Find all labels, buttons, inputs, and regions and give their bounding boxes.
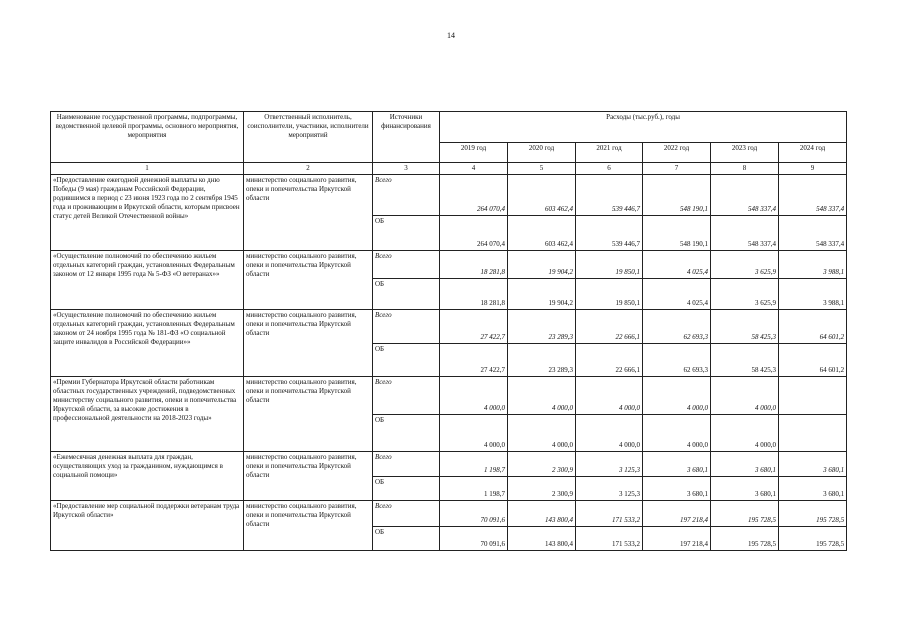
ob-value-cell: 4 025,4	[643, 279, 711, 310]
ob-value-cell: 27 422,7	[440, 344, 508, 377]
source-total-label: Всего	[373, 501, 440, 527]
program-name-cell: «Осуществление полномочий по обеспечению жильем отдельных категорий граждан, установленных Федеральным законом от 24 ноября 1995 года № 181-ФЗ «О социальной защите инвалидов в Российской Федерации»»	[51, 310, 244, 377]
table-row	[51, 175, 847, 216]
ob-value-cell: 64 601,2	[779, 344, 847, 377]
total-value-cell: 195 728,5	[779, 501, 847, 527]
total-value-cell: 4 000,0	[643, 377, 711, 415]
column-number: 6	[576, 163, 643, 175]
table-row	[51, 501, 847, 527]
column-number: 1	[51, 163, 244, 175]
total-value-cell: 539 446,7	[576, 175, 643, 216]
ob-value-cell: 4 000,0	[576, 415, 643, 452]
total-value-cell: 197 218,4	[643, 501, 711, 527]
ob-value-cell: 548 337,4	[779, 216, 847, 251]
ob-value-cell: 62 693,3	[643, 344, 711, 377]
total-value-cell: 3 680,1	[711, 452, 779, 477]
ob-value-cell: 3 988,1	[779, 279, 847, 310]
source-ob-label: ОБ	[373, 477, 440, 501]
total-value-cell: 64 601,2	[779, 310, 847, 344]
total-value-cell: 171 533,2	[576, 501, 643, 527]
total-value-cell: 3 625,9	[711, 251, 779, 279]
source-total-label: Всего	[373, 251, 440, 279]
total-value-cell: 143 800,4	[508, 501, 576, 527]
header-executor: Ответственный исполнитель, соисполнители, участники, исполнители мероприятий	[244, 112, 373, 163]
total-value-cell	[779, 377, 847, 415]
header-year: 2024 год	[779, 143, 847, 163]
ob-value-cell: 18 281,8	[440, 279, 508, 310]
ob-value-cell: 195 728,5	[779, 527, 847, 551]
ob-value-cell: 3 680,1	[779, 477, 847, 501]
ob-value-cell: 197 218,4	[643, 527, 711, 551]
table-row	[51, 251, 847, 279]
executor-cell: министерство социального развития, опеки и попечительства Иркутской области	[244, 501, 373, 551]
source-total-label: Всего	[373, 377, 440, 415]
ob-value-cell: 2 300,9	[508, 477, 576, 501]
ob-value-cell: 3 125,3	[576, 477, 643, 501]
ob-value-cell: 143 800,4	[508, 527, 576, 551]
column-number: 2	[244, 163, 373, 175]
ob-value-cell: 539 446,7	[576, 216, 643, 251]
header-year: 2020 год	[508, 143, 576, 163]
column-number: 4	[440, 163, 508, 175]
total-value-cell: 22 666,1	[576, 310, 643, 344]
total-value-cell: 3 680,1	[643, 452, 711, 477]
ob-value-cell: 548 190,1	[643, 216, 711, 251]
ob-value-cell: 4 000,0	[711, 415, 779, 452]
source-ob-label: ОБ	[373, 216, 440, 251]
total-value-cell: 23 289,3	[508, 310, 576, 344]
ob-value-cell: 19 904,2	[508, 279, 576, 310]
total-value-cell: 264 070,4	[440, 175, 508, 216]
ob-value-cell: 548 337,4	[711, 216, 779, 251]
ob-value-cell: 1 198,7	[440, 477, 508, 501]
column-number: 9	[779, 163, 847, 175]
total-value-cell: 4 000,0	[711, 377, 779, 415]
executor-cell: министерство социального развития, опеки и попечительства Иркутской области	[244, 251, 373, 310]
program-name-cell: «Предоставление мер социальной поддержки ветеранам труда Иркутской области»	[51, 501, 244, 551]
header-year: 2023 год	[711, 143, 779, 163]
program-name-cell: «Осуществление полномочий по обеспечению жильем отдельных категорий граждан, установленных Федеральным законом от 12 января 1995 года № 5-ФЗ «О ветеранах»»	[51, 251, 244, 310]
source-total-label: Всего	[373, 452, 440, 477]
ob-value-cell	[779, 415, 847, 452]
source-ob-label: ОБ	[373, 279, 440, 310]
ob-value-cell: 603 462,4	[508, 216, 576, 251]
total-value-cell: 19 850,1	[576, 251, 643, 279]
ob-value-cell: 4 000,0	[440, 415, 508, 452]
column-number: 5	[508, 163, 576, 175]
total-value-cell: 2 300,9	[508, 452, 576, 477]
total-value-cell: 3 988,1	[779, 251, 847, 279]
table-row	[51, 452, 847, 477]
total-value-cell: 4 000,0	[508, 377, 576, 415]
financing-table	[50, 111, 847, 551]
program-name-cell: «Ежемесячная денежная выплата для граждан, осуществляющих уход за гражданином, нуждающимся в социальной помощи»	[51, 452, 244, 501]
column-number-row	[51, 163, 847, 175]
table-row	[51, 310, 847, 344]
column-number: 7	[643, 163, 711, 175]
ob-value-cell: 22 666,1	[576, 344, 643, 377]
program-name-cell: «Премии Губернатора Иркутской области работникам областных государственных учреждений, подведомственных министерству социального развития, опеки и попечительства Иркутской области, за высокие достижения в профессиональной деятельности на 2018-2023 годы»	[51, 377, 244, 452]
header-year: 2021 год	[576, 143, 643, 163]
page-number: 14	[447, 31, 455, 40]
total-value-cell: 3 680,1	[779, 452, 847, 477]
total-value-cell: 195 728,5	[711, 501, 779, 527]
total-value-cell: 4 000,0	[440, 377, 508, 415]
total-value-cell: 548 337,4	[779, 175, 847, 216]
executor-cell: министерство социального развития, опеки и попечительства Иркутской области	[244, 452, 373, 501]
source-ob-label: ОБ	[373, 344, 440, 377]
ob-value-cell: 264 070,4	[440, 216, 508, 251]
total-value-cell: 62 693,3	[643, 310, 711, 344]
source-ob-label: ОБ	[373, 415, 440, 452]
header-funding-source: Источники финансирования	[373, 112, 440, 163]
ob-value-cell: 4 000,0	[508, 415, 576, 452]
ob-value-cell: 171 533,2	[576, 527, 643, 551]
total-value-cell: 70 091,6	[440, 501, 508, 527]
total-value-cell: 4 025,4	[643, 251, 711, 279]
total-value-cell: 1 198,7	[440, 452, 508, 477]
header-expenses: Расходы (тыс.руб.), годы	[440, 112, 847, 143]
source-total-label: Всего	[373, 175, 440, 216]
total-value-cell: 19 904,2	[508, 251, 576, 279]
program-name-cell: «Предоставление ежегодной денежной выплаты ко дню Победы (9 мая) гражданам Российской Федерации, родившимся в период с 23 июня 1923 года по 2 сентября 1945 года и проживающим в Иркутской области, которым присвоен статус детей Великой Отечественной войны»	[51, 175, 244, 251]
header-year: 2019 год	[440, 143, 508, 163]
column-number: 8	[711, 163, 779, 175]
ob-value-cell: 195 728,5	[711, 527, 779, 551]
source-ob-label: ОБ	[373, 527, 440, 551]
ob-value-cell: 3 625,9	[711, 279, 779, 310]
ob-value-cell: 19 850,1	[576, 279, 643, 310]
total-value-cell: 27 422,7	[440, 310, 508, 344]
ob-value-cell: 4 000,0	[643, 415, 711, 452]
total-value-cell: 603 462,4	[508, 175, 576, 216]
total-value-cell: 18 281,8	[440, 251, 508, 279]
ob-value-cell: 3 680,1	[711, 477, 779, 501]
column-number: 3	[373, 163, 440, 175]
ob-value-cell: 3 680,1	[643, 477, 711, 501]
executor-cell: министерство социального развития, опеки и попечительства Иркутской области	[244, 310, 373, 377]
total-value-cell: 3 125,3	[576, 452, 643, 477]
executor-cell: министерство социального развития, опеки и попечительства Иркутской области	[244, 175, 373, 251]
header-program-name: Наименование государственной программы, подпрограммы, ведомственной целевой программы, основного мероприятия, мероприятия	[51, 112, 244, 163]
ob-value-cell: 70 091,6	[440, 527, 508, 551]
source-total-label: Всего	[373, 310, 440, 344]
header-year: 2022 год	[643, 143, 711, 163]
table-row	[51, 377, 847, 415]
total-value-cell: 4 000,0	[576, 377, 643, 415]
total-value-cell: 58 425,3	[711, 310, 779, 344]
ob-value-cell: 58 425,3	[711, 344, 779, 377]
total-value-cell: 548 190,1	[643, 175, 711, 216]
ob-value-cell: 23 289,3	[508, 344, 576, 377]
total-value-cell: 548 337,4	[711, 175, 779, 216]
executor-cell: министерство социального развития, опеки и попечительства Иркутской области	[244, 377, 373, 452]
